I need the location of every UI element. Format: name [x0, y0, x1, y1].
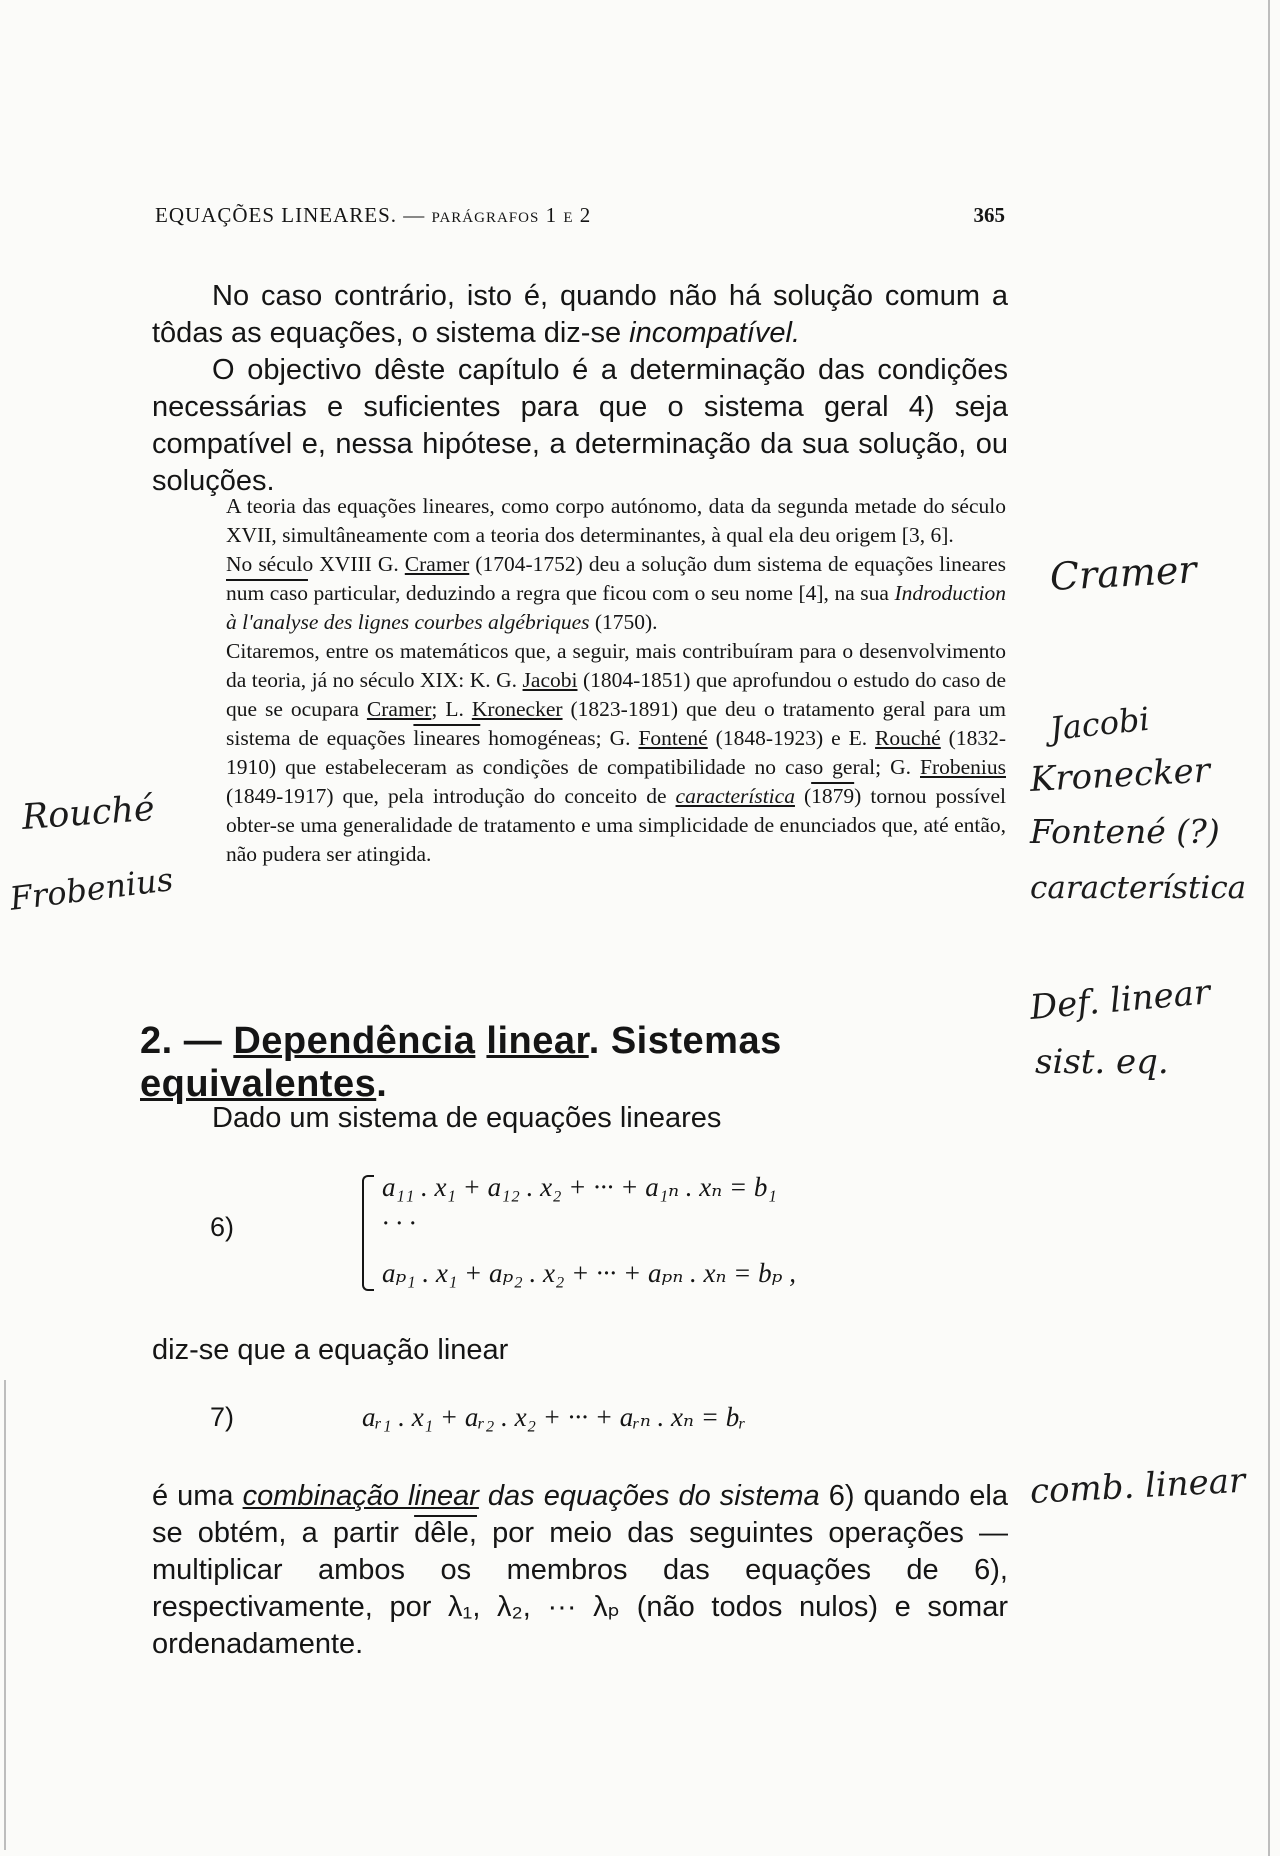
- section-heading: [140, 1020, 1020, 1106]
- history-text: (1704-1752) deu a solução dum sistema de equações lineares: [469, 552, 1006, 576]
- rouche-name: Rouché: [875, 726, 941, 750]
- section-number: 2.: [140, 1020, 173, 1062]
- history-text: (1750).: [589, 610, 658, 634]
- heading-word: Dependência: [233, 1020, 476, 1062]
- history-note: [226, 492, 1006, 869]
- eq6-brace: [362, 1175, 374, 1291]
- frobenius-name: Frobenius: [920, 755, 1006, 779]
- heading-word: . Sistemas: [588, 1020, 782, 1062]
- overlined-text: num caso: [226, 581, 308, 605]
- annotation-jacobi: Jacobi: [1048, 699, 1152, 748]
- eq7: aᵣ₁ . x₁ + aᵣ₂ . x₂ + ··· + aᵣₙ . xₙ = bᵣ: [362, 1402, 746, 1432]
- history-text: Citaremos, entre os matemáticos que, a seguir, mais contribuíram para o desenvolvimento da teoria, já no século XIX: K. G.: [226, 639, 1006, 692]
- annotation-sist-eq: sist. eq.: [1035, 1042, 1169, 1082]
- running-title: EQUAÇÕES LINEARES. — parágrafos 1 e 2: [155, 203, 592, 227]
- intro-p1-text: No caso contrário, isto é, quando não há solução comum a tôdas as equações, o sistema diz-se: [152, 280, 1008, 349]
- heading-space: [475, 1020, 486, 1062]
- mid-text: [152, 1332, 1008, 1369]
- final-text-d: por meio das seguintes operações — multiplicar ambos os membros das equações de 6), respectivamente, por λ₁, λ₂, ··· λₚ (não todos nulos) e somar ordenadamente.: [152, 1517, 1008, 1660]
- annotation-cramer: Cramer: [1048, 547, 1198, 599]
- page-edge-line: [1268, 0, 1270, 1856]
- history-text: (1832-1910) que estabeleceram as condições de compatibilidade no caso geral; G.: [226, 726, 1006, 779]
- annotation-rouche: Rouché: [20, 788, 156, 838]
- history-text: No século XVIII G.: [226, 552, 405, 576]
- final-paragraph: [152, 1478, 1008, 1663]
- heading-period: .: [376, 1063, 388, 1105]
- combinacao-linear-term: combinação linear: [242, 1480, 479, 1512]
- page-number: 365: [973, 203, 1005, 227]
- eq6-label: 6): [210, 1212, 235, 1242]
- final-text: [152, 1478, 1008, 1663]
- history-paragraph-2: [226, 550, 1006, 637]
- history-text: (1848-1923) e E.: [707, 726, 876, 750]
- overlined-dele: dêle,: [414, 1517, 477, 1549]
- history-paragraph-1: A teoria das equações lineares, como corpo autónomo, data da segunda metade do século XVII, simultâneamente com a teoria dos determinantes, à qual ela deu origem [3, 6].: [226, 494, 1006, 547]
- page-edge-line-left: [4, 1380, 6, 1850]
- intro-p1-emph: incompatível.: [629, 317, 800, 349]
- heading-word: equivalentes: [140, 1063, 377, 1105]
- running-header: [155, 203, 1005, 228]
- history-text: ; L.: [431, 697, 472, 721]
- eq6-dots: · · ·: [382, 1208, 416, 1238]
- heading-word: linear: [486, 1020, 589, 1062]
- intro-paragraphs: [152, 278, 1008, 500]
- cramer-name: Cramer: [404, 552, 470, 576]
- annotation-frobenius: Frobenius: [7, 860, 176, 918]
- annotation-fontene: Fontené (?): [1030, 812, 1220, 851]
- overlined-text: lineares: [413, 726, 481, 750]
- eq6-row-2: aₚ₁ . x₁ + aₚ₂ . x₂ + ··· + aₚₙ . xₙ = bₚ ,: [382, 1258, 796, 1288]
- main-intro-line: Dado um sistema de equações lineares: [212, 1102, 722, 1134]
- fontene-name: Fontené: [638, 726, 708, 750]
- annotation-def-linear: Def. linear: [1028, 972, 1212, 1028]
- cramer-name: Cramer: [366, 697, 432, 721]
- history-text: (1804-1851) que aprofundou o estudo do caso de que se ocupara: [226, 668, 1006, 721]
- annotation-comb-linear: comb. linear: [1028, 1460, 1247, 1512]
- final-text-b: das equações do sistema: [478, 1480, 820, 1512]
- history-text: ) tornou possível obter-se uma generalidade de tratamento e uma simplicidade de enunciados que, até então, não pudera ser atingida.: [226, 784, 1006, 866]
- history-text: homogéneas; G.: [480, 726, 639, 750]
- section-dash: —: [172, 1020, 234, 1062]
- mid-line: diz-se que a equação linear: [152, 1334, 509, 1366]
- history-paragraph-3: [226, 637, 1006, 869]
- intro-paragraph-2: O objectivo dêste capítulo é a determinação das condições necessárias e suficientes para que o sistema geral 4) seja compatível e, nessa hipótese, a determinação da sua solução, ou soluções.: [152, 354, 1008, 497]
- overlined-year: 1879: [811, 784, 855, 808]
- history-text: particular, deduzindo a regra que ficou com o seu nome [4], na sua: [307, 581, 895, 605]
- history-text: (: [794, 784, 812, 808]
- final-text-a: é uma: [152, 1480, 243, 1512]
- intro-paragraph-1: [152, 278, 1008, 352]
- history-text: (1823-1891) que deu o tratamento geral para um sistema de equações: [226, 697, 1006, 750]
- caracteristica-term: característica: [675, 784, 795, 808]
- final-text-c: 6) quando ela se obtém, a partir: [152, 1480, 1008, 1549]
- main-intro: [152, 1100, 1008, 1137]
- kronecker-name: Kronecker: [471, 697, 563, 721]
- annotation-caracteristica: característica: [1030, 870, 1247, 906]
- book-title: Indroduction à l'analyse des lignes courbes algébriques: [226, 581, 1006, 634]
- annotation-kronecker: Kronecker: [1028, 750, 1211, 800]
- history-text: (1849-1917) que, pela introdução do conceito de: [226, 784, 676, 808]
- jacobi-name: Jacobi: [522, 668, 578, 692]
- eq6-row-1: a₁₁ . x₁ + a₁₂ . x₂ + ··· + a₁ₙ . xₙ = b₁: [382, 1172, 777, 1202]
- eq7-label: 7): [210, 1402, 235, 1432]
